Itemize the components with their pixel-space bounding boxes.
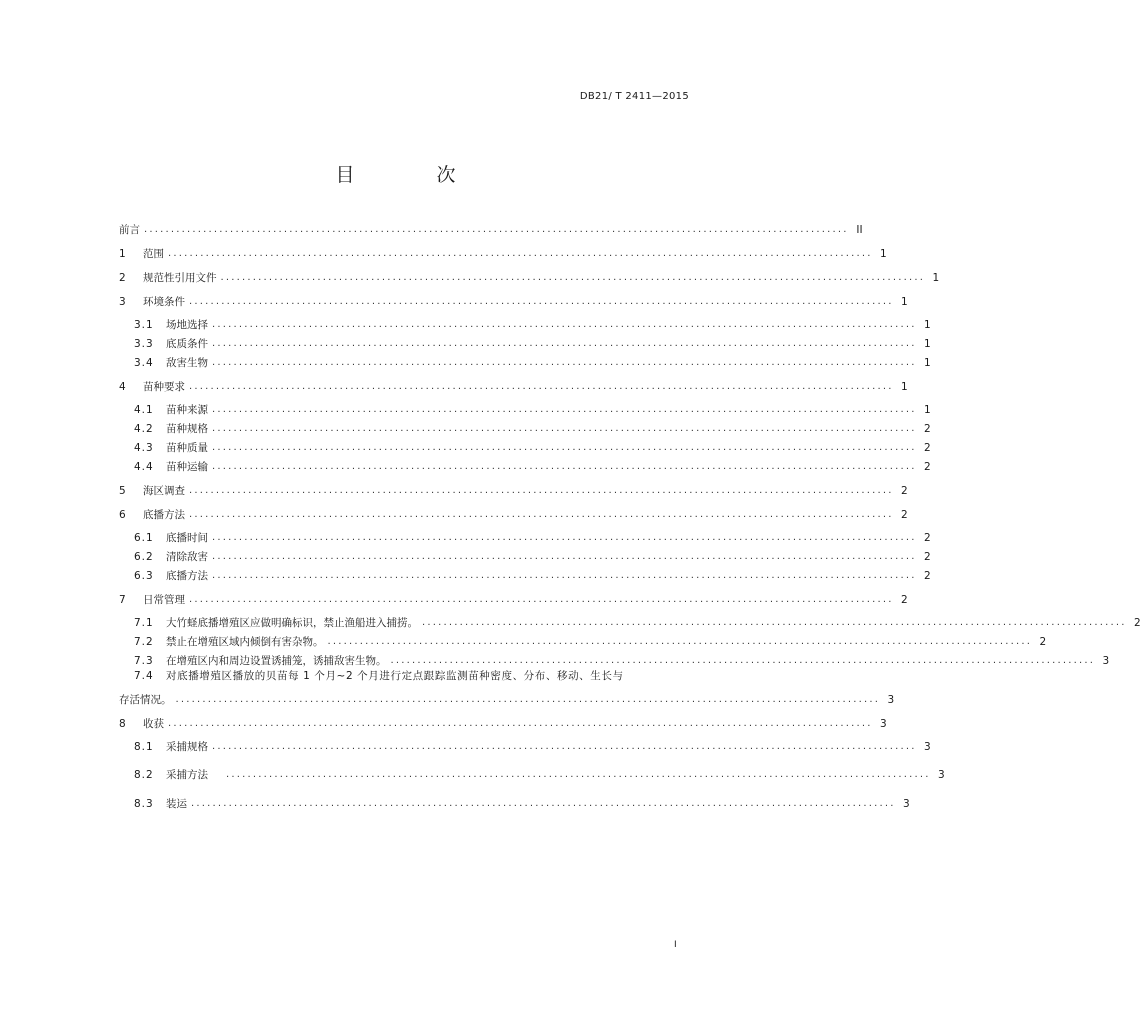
toc-entry-7-4[interactable] — [134, 669, 684, 683]
leader-dots: ................................................................................................................................... — [189, 485, 894, 496]
toc-entry-6-1[interactable] — [134, 527, 931, 545]
toc-number: 7.1 — [134, 617, 154, 629]
toc-entry-4-3[interactable] — [134, 437, 931, 455]
toc-entry-8-2[interactable] — [134, 764, 945, 782]
toc-page: 3 — [887, 694, 895, 706]
toc-label: 大竹蛏底播增殖区应做明确标识，禁止渔船进入捕捞。 — [166, 617, 418, 629]
toc-label: 苗种规格 — [166, 423, 208, 435]
toc-entry-4-2[interactable] — [134, 418, 931, 436]
leader-dots: ................................................................................................................................... — [212, 338, 917, 349]
toc-page: 1 — [923, 357, 931, 369]
toc-page: 2 — [900, 485, 908, 497]
toc-entry-7-3[interactable] — [134, 650, 1110, 668]
toc-page: 3 — [937, 769, 945, 781]
toc-number: 4.1 — [134, 404, 154, 416]
leader-dots: ................................................................................................................................... — [212, 404, 917, 415]
toc-number: 3.4 — [134, 357, 154, 369]
leader-dots: ................................................................................................................................... — [220, 272, 926, 283]
leader-dots: ................................................................................................................................... — [212, 319, 917, 330]
leader-dots: ................................................................................................................................... — [144, 224, 849, 235]
leader-dots: ................................................................................................................................... — [226, 769, 931, 780]
toc-page: 2 — [923, 570, 931, 582]
toc-number: 6.1 — [134, 532, 154, 544]
toc-number: 2 — [119, 272, 127, 284]
toc-entry-7[interactable] — [119, 589, 908, 607]
toc-label: 苗种要求 — [143, 381, 185, 393]
leader-dots: ................................................................................................................................... — [212, 741, 917, 752]
toc-label: 前言 — [119, 224, 140, 236]
toc-label: 底质条件 — [166, 338, 208, 350]
toc-entry-6-2[interactable] — [134, 546, 931, 564]
toc-number: 7 — [119, 594, 127, 606]
toc-entry-2[interactable] — [119, 267, 940, 285]
toc-page: 3 — [879, 718, 887, 730]
leader-dots: ................................................................................................................................... — [168, 718, 873, 729]
toc-entry-6[interactable] — [119, 504, 908, 522]
toc-page: 2 — [1133, 617, 1141, 629]
leader-dots: ................................................................................................................................... — [390, 655, 1096, 666]
toc-label: 敌害生物 — [166, 357, 208, 369]
document-code: DB21/ T 2411—2015 — [579, 91, 689, 102]
toc-label: 苗种来源 — [166, 404, 208, 416]
toc-number: 4.4 — [134, 461, 154, 473]
page-number: I — [674, 940, 677, 950]
leader-dots: ................................................................................................................................... — [212, 423, 917, 434]
toc-page: 1 — [923, 404, 931, 416]
toc-label: 清除敌害 — [166, 551, 208, 563]
toc-number: 3 — [119, 296, 127, 308]
toc-number: 7.4 — [134, 670, 154, 682]
toc-number: 6.2 — [134, 551, 154, 563]
leader-dots: ................................................................................................................................... — [168, 248, 873, 259]
toc-entry-8-3[interactable] — [134, 793, 910, 811]
toc-number: 7.2 — [134, 636, 154, 648]
toc-page: II — [856, 224, 863, 236]
leader-dots: ................................................................................................................................... — [212, 551, 917, 562]
toc-label: 采捕方法 — [166, 769, 208, 781]
toc-entry-1[interactable] — [119, 243, 887, 261]
toc-entry-3-1[interactable] — [134, 314, 931, 332]
leader-dots: ................................................................................................................................... — [212, 442, 917, 453]
toc-page: 1 — [900, 296, 908, 308]
toc-number: 1 — [119, 248, 127, 260]
toc-page: 2 — [1039, 636, 1047, 648]
toc-number: 8 — [119, 718, 127, 730]
toc-entry-7-2[interactable] — [134, 631, 1047, 649]
toc-number: 4.3 — [134, 442, 154, 454]
leader-dots: ................................................................................................................................... — [189, 381, 894, 392]
toc-label: 收获 — [143, 718, 164, 730]
toc-number: 6.3 — [134, 570, 154, 582]
toc-label: 环境条件 — [143, 296, 185, 308]
leader-dots: ................................................................................................................................... — [189, 509, 894, 520]
toc-entry-7-4-continuation[interactable] — [119, 689, 895, 707]
toc-entry-8-1[interactable] — [134, 736, 931, 754]
toc-page: 3 — [923, 741, 931, 753]
toc-entry-3-3[interactable] — [134, 333, 931, 351]
toc-entry-3[interactable] — [119, 291, 908, 309]
toc-label: 范围 — [143, 248, 164, 260]
toc-title: 目 次 — [335, 164, 494, 186]
toc-number: 6 — [119, 509, 127, 521]
leader-dots: ................................................................................................................................... — [189, 594, 894, 605]
toc-label: 底播方法 — [166, 570, 208, 582]
toc-page: 2 — [923, 461, 931, 473]
toc-page: 2 — [923, 532, 931, 544]
toc-label: 在增殖区内和周边设置诱捕笼，诱捕敌害生物。 — [166, 655, 387, 667]
toc-entry-7-1[interactable] — [134, 612, 1141, 630]
toc-number: 3.3 — [134, 338, 154, 350]
toc-label: 采捕规格 — [166, 741, 208, 753]
toc-page: 1 — [923, 338, 931, 350]
toc-page: 1 — [923, 319, 931, 331]
toc-page: 2 — [923, 442, 931, 454]
toc-page: 3 — [1102, 655, 1110, 667]
toc-number: 7.3 — [134, 655, 154, 667]
leader-dots: ................................................................................................................................... — [212, 532, 917, 543]
toc-number: 4.2 — [134, 423, 154, 435]
toc-number: 3.1 — [134, 319, 154, 331]
toc-page: 1 — [900, 381, 908, 393]
toc-label-continuation: 存活情况。 — [119, 694, 172, 706]
toc-label: 苗种运输 — [166, 461, 208, 473]
toc-page: 1 — [932, 272, 940, 284]
toc-label: 底播时间 — [166, 532, 208, 544]
toc-label: 日常管理 — [143, 594, 185, 606]
leader-dots: ................................................................................................................................... — [212, 461, 917, 472]
toc-label: 苗种质量 — [166, 442, 208, 454]
leader-dots: ................................................................................................................................... — [191, 798, 896, 809]
leader-dots: ................................................................................................................................... — [212, 357, 917, 368]
toc-entry-4-4[interactable] — [134, 456, 931, 474]
toc-label: 底播方法 — [143, 509, 185, 521]
toc-entry-4[interactable] — [119, 376, 908, 394]
toc-label: 禁止在增殖区域内倾倒有害杂物。 — [166, 636, 324, 648]
toc-entry-preface[interactable] — [119, 219, 863, 237]
toc-label: 规范性引用文件 — [143, 272, 217, 284]
toc-number: 8.2 — [134, 769, 154, 781]
toc-entry-8[interactable] — [119, 713, 887, 731]
toc-entry-5[interactable] — [119, 480, 908, 498]
leader-dots: ................................................................................................................................... — [212, 570, 917, 581]
toc-number: 4 — [119, 381, 127, 393]
toc-page: 3 — [902, 798, 910, 810]
toc-label: 对底播增殖区播放的贝苗每 1 个月~2 个月进行定点跟踪监测苗种密度、分布、移动、生长与 — [166, 670, 624, 682]
toc-entry-4-1[interactable] — [134, 399, 931, 417]
toc-label: 装运 — [166, 798, 187, 810]
leader-dots: ................................................................................................................................... — [422, 617, 1127, 628]
toc-page: 2 — [900, 509, 908, 521]
toc-entry-3-4[interactable] — [134, 352, 931, 370]
toc-entry-6-3[interactable] — [134, 565, 931, 583]
toc-number: 5 — [119, 485, 127, 497]
leader-dots: ................................................................................................................................... — [175, 694, 881, 705]
leader-dots: ................................................................................................................................... — [189, 296, 894, 307]
toc-page: 1 — [879, 248, 887, 260]
toc-number: 8.3 — [134, 798, 154, 810]
toc-page: 2 — [923, 551, 931, 563]
toc-label: 海区调查 — [143, 485, 185, 497]
leader-dots: ................................................................................................................................... — [327, 636, 1033, 647]
toc-number: 8.1 — [134, 741, 154, 753]
toc-page: 2 — [900, 594, 908, 606]
toc-label: 场地选择 — [166, 319, 208, 331]
toc-page: 2 — [923, 423, 931, 435]
